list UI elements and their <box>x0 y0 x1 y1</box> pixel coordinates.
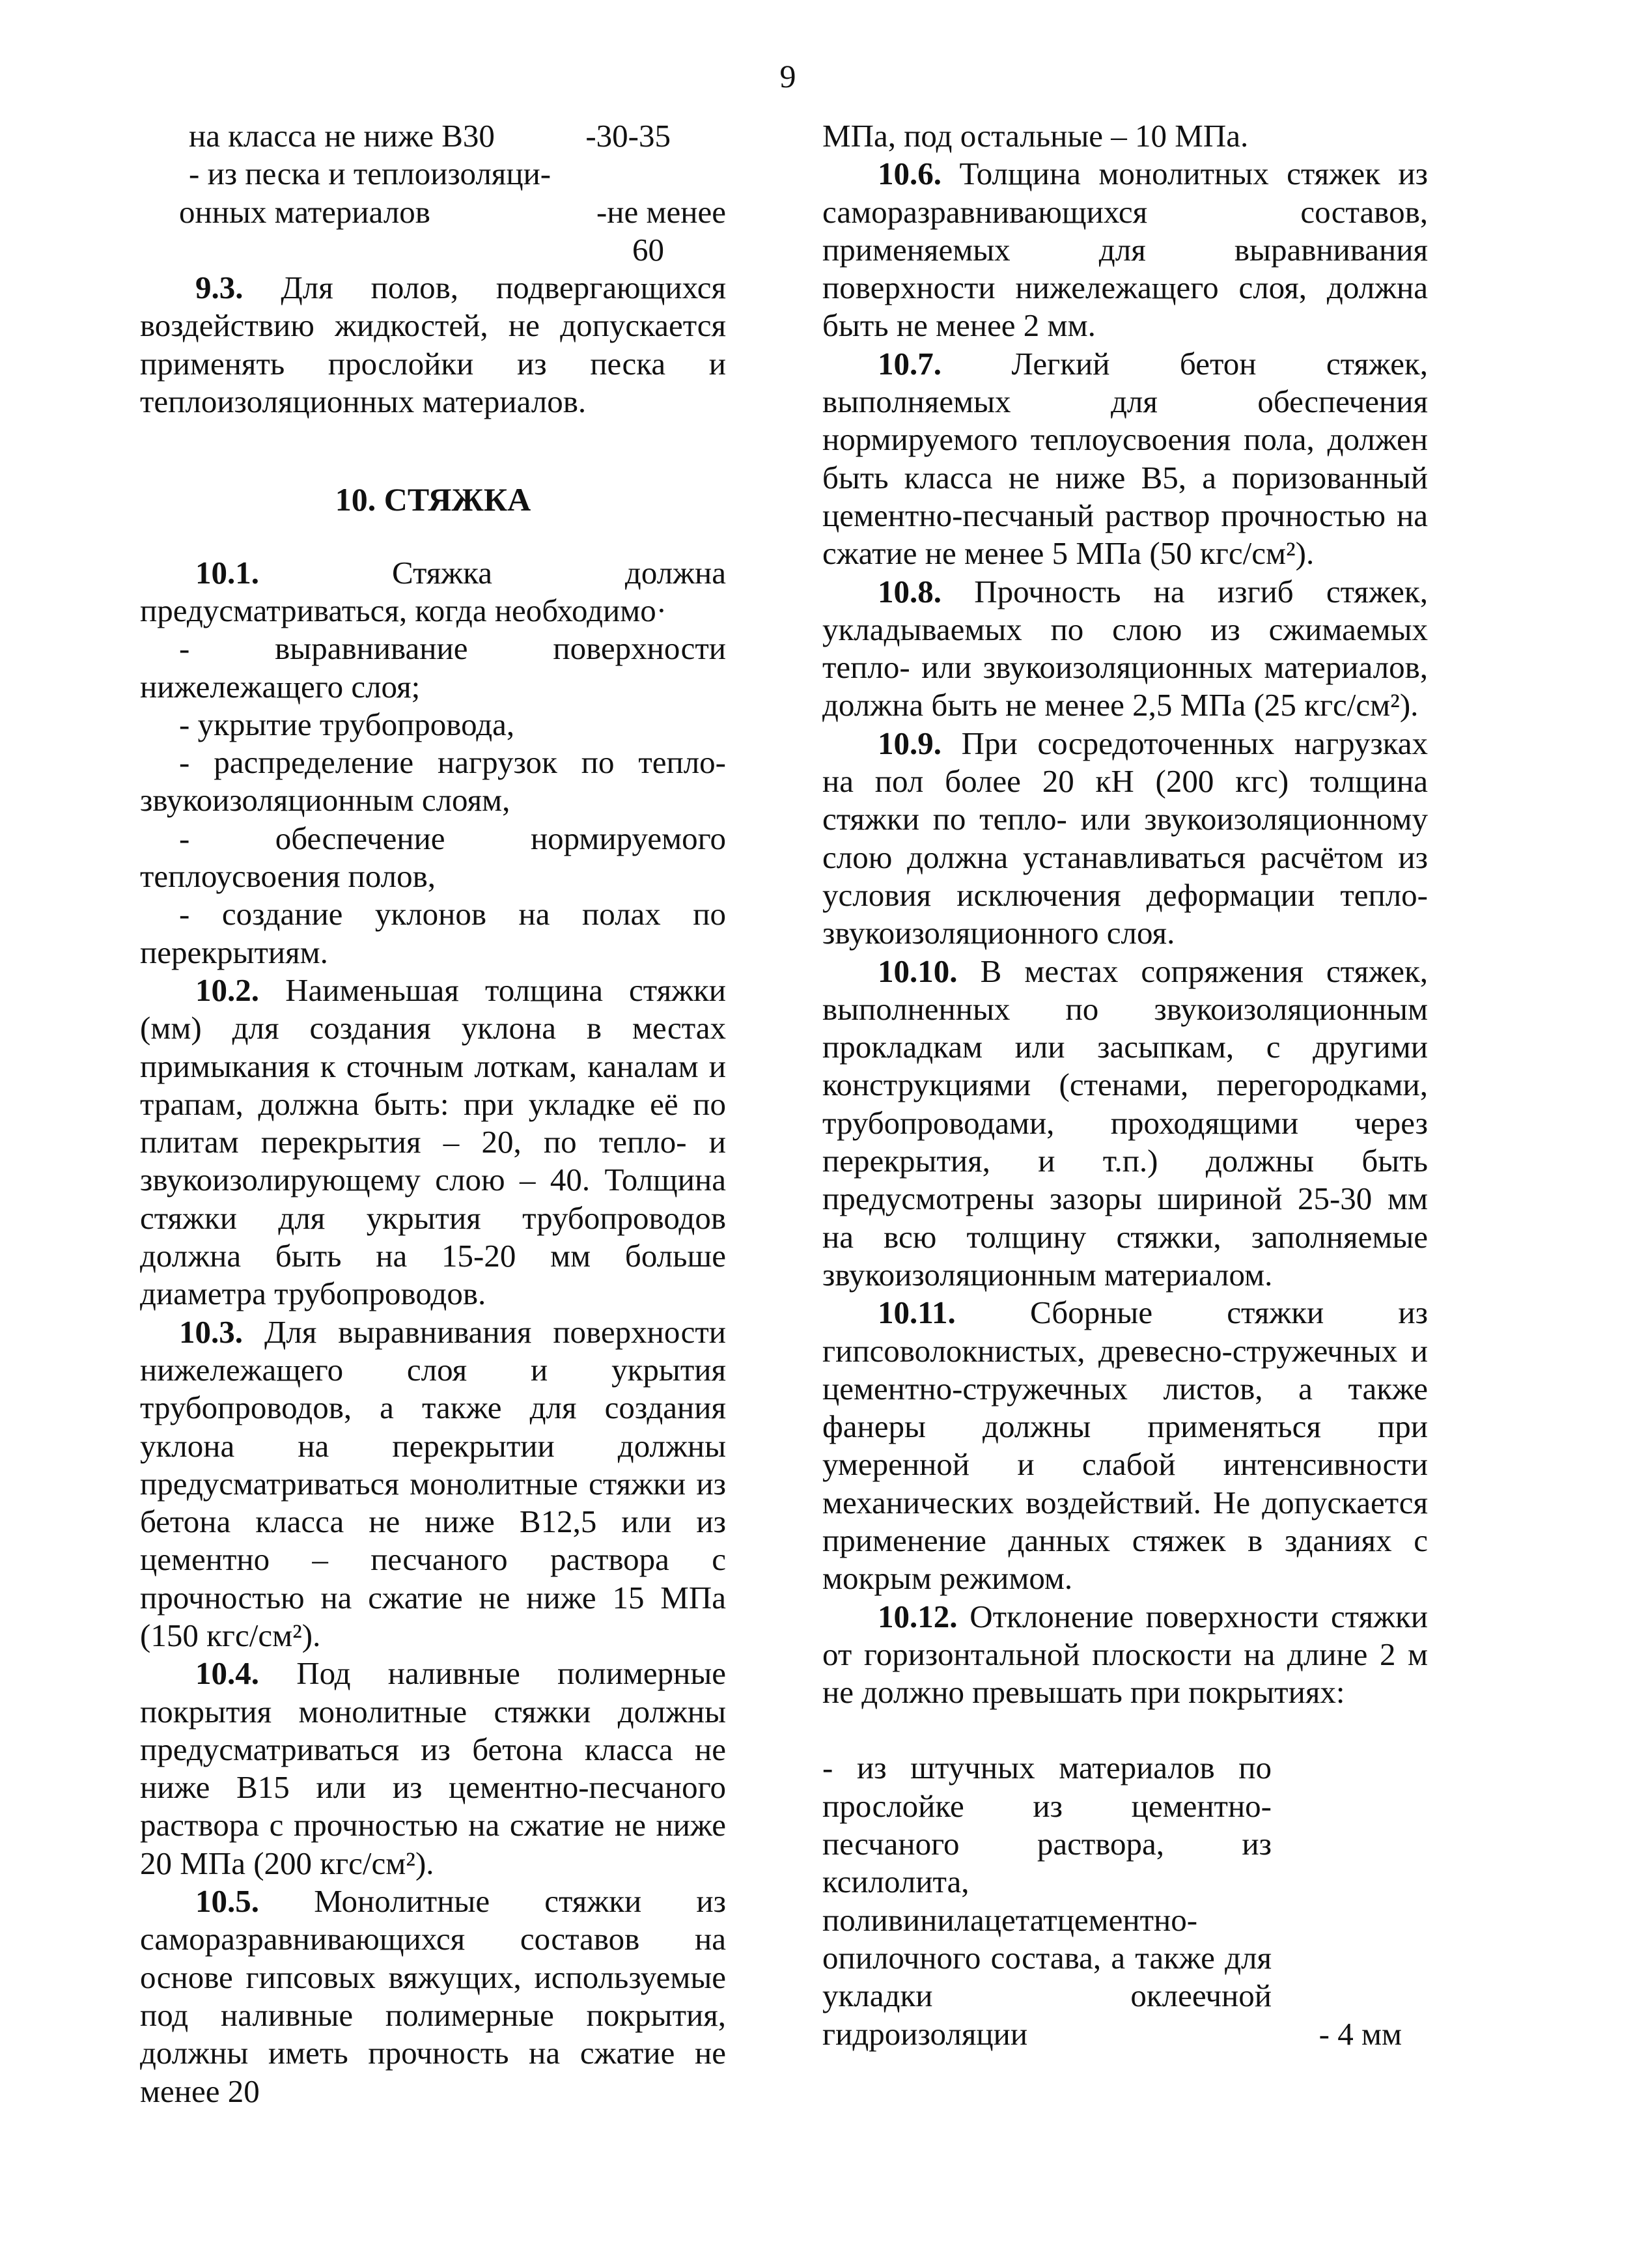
list-item <box>822 1749 1428 2052</box>
table-row <box>140 155 726 193</box>
paragraph-10-10 <box>822 953 1428 1295</box>
clause-number: 10.4. <box>195 1655 259 1692</box>
paragraph-10-1 <box>140 554 726 630</box>
clause-text: Для полов, подвергающихся воздействию жидкостей, не допускается применять прослойки из песка и теплоизоляционных материалов. <box>140 270 726 420</box>
paragraph-10-4 <box>140 1655 726 1883</box>
table-row-label: на класса не ниже В30 <box>189 118 495 154</box>
clause-text: Монолитные стяжки из саморазравнивающихся составов на основе гипсовых вяжущих, используемые под наливные полимерные покрытия, должны иметь прочность на сжатие не менее 20 <box>140 1883 726 2109</box>
paragraph-10-5-continued: МПа, под остальные – 10 МПа. <box>822 118 1249 154</box>
table-row-label: - из песка и теплоизоляци- <box>189 156 551 192</box>
clause-text: При сосредоточенных нагрузках на пол более 20 кН (200 кгс) толщина стяжки по тепло- или звукоизоляционному слою должна устанавливаться расчётом из условия исключения деформации тепло-звукоизоляционного слоя. <box>822 725 1428 951</box>
section-title: 10. СТЯЖКА <box>335 481 531 518</box>
paragraph-9-3 <box>140 269 726 421</box>
clause-text: Прочность на изгиб стяжек, укладываемых по слою из сжимаемых тепло- или звукоизоляционных материалов, должна быть не менее 2,5 МПа (25 кгс/см²). <box>822 573 1428 723</box>
clause-text: Для выравнивания поверхности нижележащего слоя и укрытия трубопроводов, а также для создания уклона на перекрытии должны предусматриваться монолитные стяжки из бетона класса не ниже В12,5 или из цементно – песчаного раствора с прочностью на сжатие не ниже 15 МПа (150 кгс/см²). <box>140 1313 726 1653</box>
page-number: 9 <box>779 58 796 94</box>
list-item-value: - 4 мм <box>1318 2015 1402 2052</box>
table-row-value: -30-35 <box>585 118 671 154</box>
clause-number: 10.5. <box>195 1883 259 1920</box>
paragraph-10-2 <box>140 972 726 1313</box>
paragraph-10-3 <box>140 1313 726 1655</box>
list-item: - выравнивание поверхности нижележащего слоя; <box>140 630 726 705</box>
clause-number: 10.11. <box>878 1295 956 1331</box>
table-row <box>140 117 726 155</box>
clause-text: Наименьшая толщина стяжки (мм) для создания уклона в местах примыкания к сточным лоткам, каналам и трапам, должна быть: при укладке её по плитам перекрытия – 20, по тепло- и звукоизолирующему слою – 40. Толщина стяжки для укрытия трубопроводов должна быть на 15-20 мм больше диаметра трубопроводов. <box>140 972 726 1312</box>
left-column <box>140 117 726 2110</box>
paragraph-10-8 <box>822 573 1428 725</box>
list-item: - распределение нагрузок по тепло- звукоизоляционным слоям, <box>140 744 726 819</box>
paragraph-10-11 <box>822 1294 1428 1597</box>
clause-number: 10.1. <box>195 554 259 591</box>
list-item: - укрытие трубопровода, <box>179 706 515 742</box>
table-row-label: онных материалов <box>179 193 430 230</box>
list-item: - обеспечение нормируемого теплоусвоения полов, <box>140 820 726 895</box>
clause-number: 10.9. <box>878 725 942 761</box>
paragraph-10-7 <box>822 345 1428 573</box>
clause-text: Под наливные полимерные покрытия монолитные стяжки должны предусматриваться из бетона класса не ниже В15 или из цементно-песчаного раствора с прочностью на сжатие не ниже 20 МПа (200 кгс/см²). <box>140 1655 726 1881</box>
clause-text: Стяжка должна предусматриваться, когда необходимо· <box>140 554 726 628</box>
right-column <box>822 117 1428 2053</box>
clause-number: 10.12. <box>878 1598 958 1634</box>
spacer <box>822 1711 1428 1749</box>
table-row-value: 60 <box>632 231 664 268</box>
clause-number: 10.6. <box>878 156 942 192</box>
paragraph-10-6 <box>822 155 1428 344</box>
clause-text: Отклонение поверхности стяжки от горизонтальной плоскости на длине 2 м не должно превышать при покрытиях: <box>822 1598 1428 1711</box>
clause-number: 9.3. <box>195 270 244 306</box>
clause-number: 10.10. <box>878 953 958 989</box>
clause-number: 10.3. <box>179 1313 243 1350</box>
clause-text: Сборные стяжки из гипсоволокнистых, древесно-стружечных и цементно-стружечных листов, а также фанеры должны применяться при умеренной и слабой интенсивности механических воздействий. Не допускается применение данных стяжек в зданиях с мокрым режимом. <box>822 1295 1428 1597</box>
table-row <box>140 193 726 231</box>
clause-text: В местах сопряжения стяжек, выполненных по звукоизоляционным прокладкам или засыпкам, с другими конструкциями (стенами, перегородками, трубопроводами, проходящими через перекрытия, и т.п.) должны быть предусмотрены зазоры шириной 25-30 мм на всю толщину стяжки, заполняемые звукоизоляционным материалом. <box>822 953 1428 1293</box>
list-item-text: - из штучных материалов по прослойке из цементно-песчаного раствора, из ксилолита, поливинилацетатцементно-опилочного состава, а также для укладки оклеечной гидроизоляции <box>822 1750 1272 2052</box>
table-row-value: -не менее <box>596 193 726 230</box>
clause-text: Толщина монолитных стяжек из саморазравнивающихся составов, применяемых для выравнивания поверхности нижележащего слоя, должна быть не менее 2 мм. <box>822 156 1428 344</box>
table-row <box>140 231 726 269</box>
clause-number: 10.8. <box>878 573 942 609</box>
paragraph-10-9 <box>822 725 1428 953</box>
clause-number: 10.7. <box>878 345 942 382</box>
paragraph-10-5 <box>140 1883 726 2110</box>
clause-text: Легкий бетон стяжек, выполняемых для обеспечения нормируемого теплоусвоения пола, должен быть класса не ниже В5, а поризованный цементно-песчаный раствор прочностью на сжатие не менее 5 МПа (50 кгс/см²). <box>822 345 1428 572</box>
paragraph-10-12 <box>822 1598 1428 1712</box>
list-item: - создание уклонов на полах по перекрытиям. <box>140 896 726 970</box>
clause-number: 10.2. <box>195 972 259 1008</box>
